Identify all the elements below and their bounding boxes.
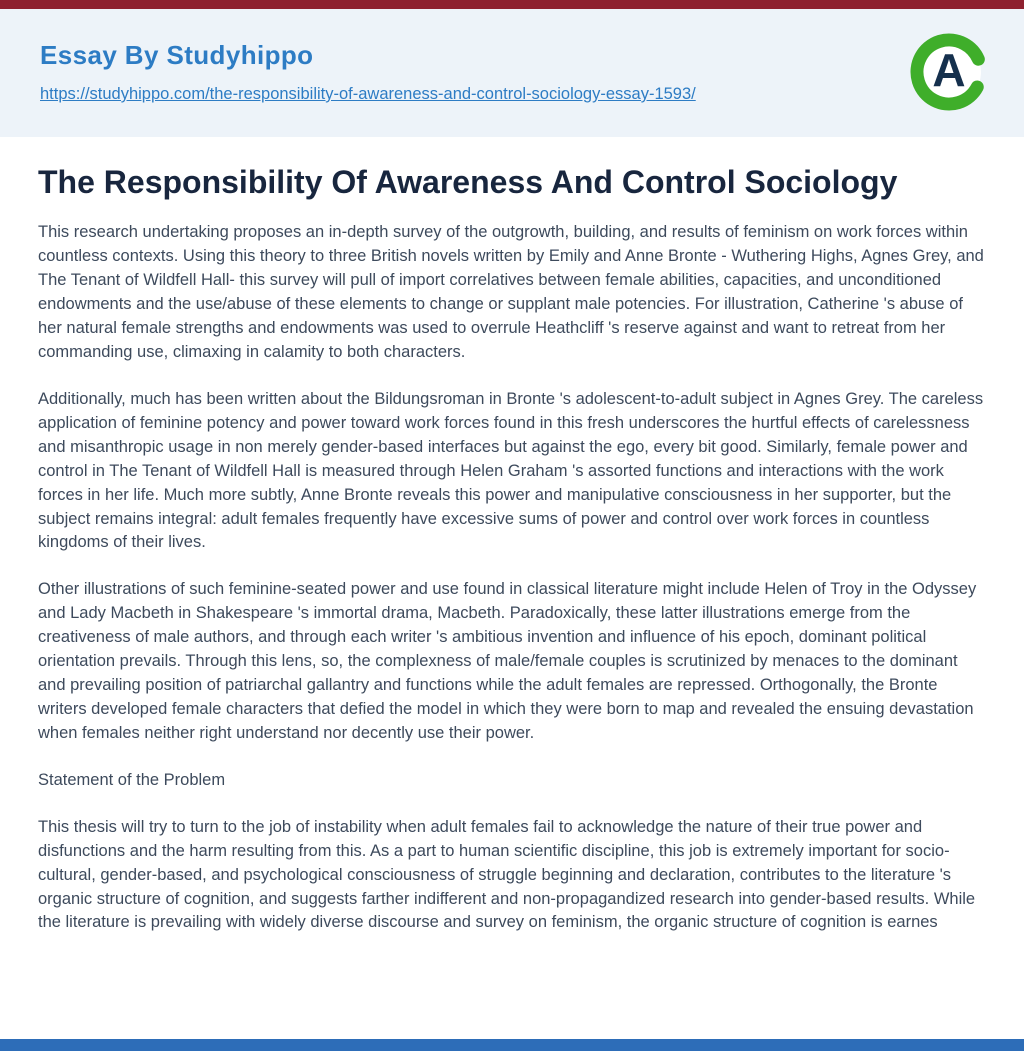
header bbox=[0, 9, 1024, 137]
article-content bbox=[0, 137, 1024, 1039]
logo-letter: A bbox=[932, 43, 966, 96]
bottom-accent-bar bbox=[0, 1039, 1024, 1051]
article-paragraph: This research undertaking proposes an in-depth survey of the outgrowth, building, and results of feminism on work forces within countless contexts. Using this theory to three British novels written by Emily and Anne Bronte - Wuthering Highs, Agnes Grey, and The Tenant of Wildfell Hall- this survey will pull of import correlatives between female abilities, capacities, and unconditioned endowments and the use/abuse of these elements to change or supplant male potencies. For illustration, Catherine 's abuse of her natural female strengths and endowments was used to overrule Heathcliff 's reserve against and want to retreat from her commanding use, climaxing in calamity to both characters. bbox=[38, 223, 984, 361]
article-paragraph: This thesis will try to turn to the job of instability when adult females fail to acknowledge the nature of their true power and disfunctions and the harm resulting from this. As a part to human scientific discipline, this job is extremely important for socio-cultural, gender-based, and psychological consciousness of struggle beginning and declaration, contributes to the literature 's organic structure of cognition, and suggests farther indifferent and non-propagandized research into gender-based results. While the literature is prevailing with widely diverse discourse and survey on feminism, the organic structure of cognition is earnes bbox=[38, 817, 976, 932]
studyhippo-logo-icon bbox=[910, 33, 988, 111]
site-title: Essay By Studyhippo bbox=[40, 40, 314, 70]
header-text bbox=[40, 40, 696, 104]
article-paragraph: Other illustrations of such feminine-seated power and use found in classical literature might include Helen of Troy in the Odyssey and Lady Macbeth in Shakespeare 's immortal drama, Macbeth. Paradoxically, these latter illustrations emerge from the creativeness of male authors, and through each writer 's ambitious invention and influence of his epoch, dominant political orientation prevails. Through this lens, so, the complexness of male/female couples is scrutinized by menaces to the dominant and prevailing position of patriarchal gallantry and functions while the adult females are repressed. Orthogonally, the Bronte writers developed female characters that defied the model in which they were born to map and revealed the ensuing devastation when females neither right understand nor decently use their power. bbox=[38, 580, 977, 742]
article-paragraph: Statement of the Problem bbox=[38, 770, 226, 789]
article-title: The Responsibility Of Awareness And Control Sociology bbox=[38, 164, 898, 200]
article-paragraph: Additionally, much has been written about the Bildungsroman in Bronte 's adolescent-to-adult subject in Agnes Grey. The careless application of feminine potency and power toward work forces found in this fresh underscores the hurtful effects of carelessness and misanthropic usage in non merely gender-based interfaces but against the ego, every bit good. Similarly, female power and control in The Tenant of Wildfell Hall is measured through Helen Graham 's assorted functions and interactions with the work forces in her life. Much more subtly, Anne Bronte reveals this power and manipulative consciousness in her supporter, but the subject remains integral: adult females frequently have excessive sums of power and control over work forces in countless kingdoms of their lives. bbox=[38, 389, 984, 552]
source-url-link[interactable]: https://studyhippo.com/the-responsibility-of-awareness-and-control-sociology-essay-1593/ bbox=[40, 85, 696, 103]
top-accent-bar bbox=[0, 0, 1024, 9]
article-body bbox=[38, 221, 986, 935]
